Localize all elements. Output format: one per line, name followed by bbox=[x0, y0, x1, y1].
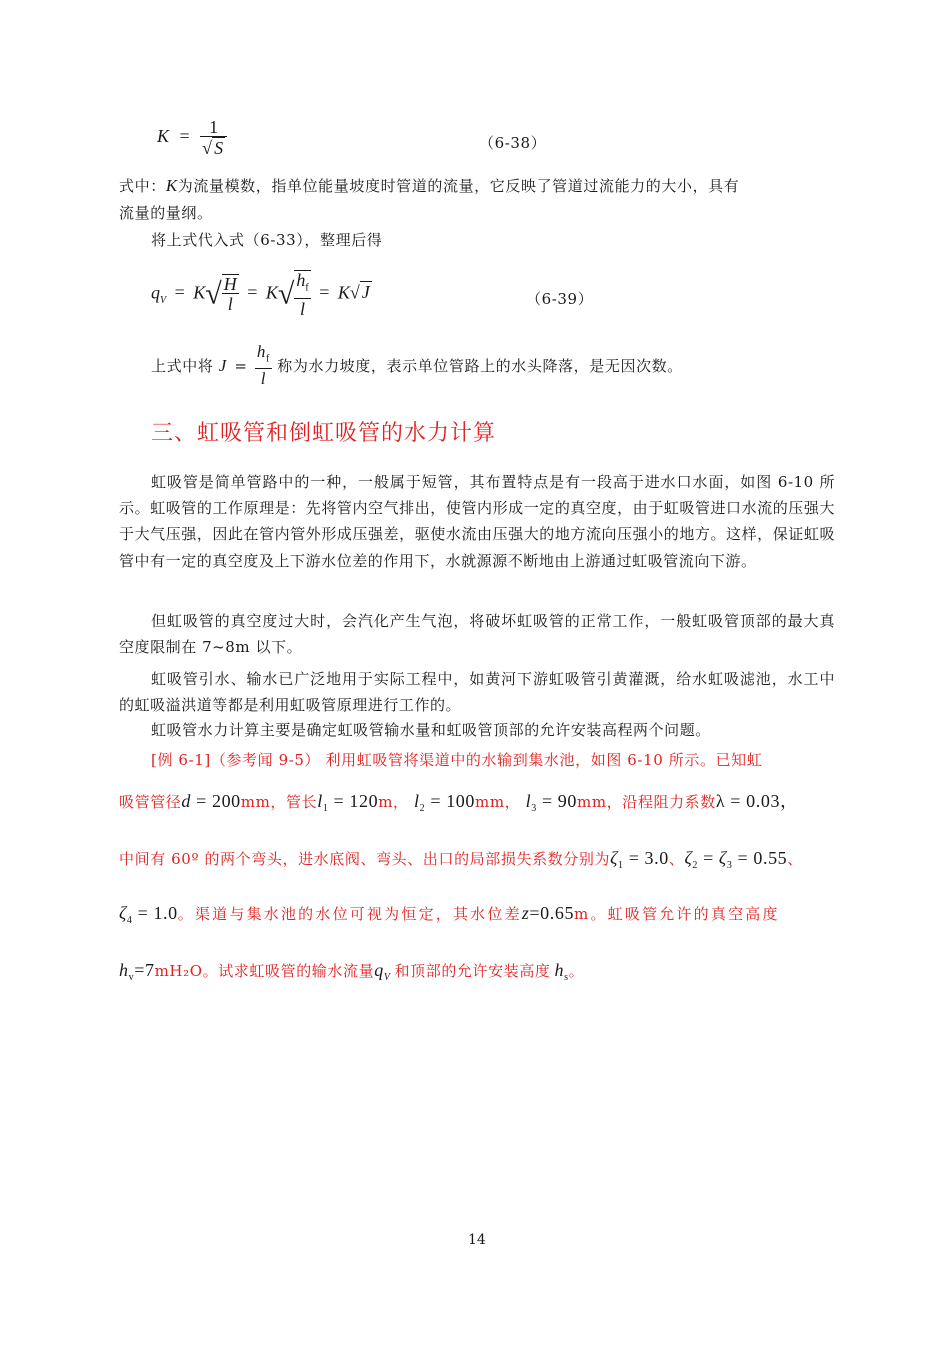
zeta2-eq: = bbox=[697, 848, 719, 868]
sqrt-sign-1: √ bbox=[205, 277, 222, 311]
loss-coefficient-text: 中间有 60º 的两个弯头，进水底阀、弯头、出口的局部损失系数分别为 bbox=[119, 850, 611, 868]
eq-sign: = bbox=[179, 126, 190, 147]
k-symbol-1: K bbox=[193, 282, 206, 303]
hv-unit-text: mH₂O。试求虹吸管的输水流量 bbox=[154, 962, 375, 980]
separator-2: 、 bbox=[787, 850, 803, 868]
eq-lhs: K bbox=[157, 126, 170, 147]
zeta4-symbol: ζ bbox=[119, 903, 127, 923]
q-symbol: q bbox=[151, 282, 160, 303]
eq-sign-1: = bbox=[174, 282, 185, 303]
d-symbol: d bbox=[181, 791, 192, 811]
eq-sign-2: = bbox=[247, 282, 258, 303]
definition-k-line1 bbox=[119, 173, 739, 199]
sqrt-sign: √ bbox=[202, 138, 213, 158]
equation-number-6-39: （6-39） bbox=[526, 290, 594, 308]
numerator: 1 bbox=[209, 117, 219, 137]
denominator bbox=[200, 136, 227, 158]
zeta1-value: = 3.0 bbox=[623, 848, 669, 868]
hs-symbol: h bbox=[554, 960, 565, 980]
hf-subscript: f bbox=[305, 282, 309, 294]
hf-symbol: h bbox=[256, 342, 266, 361]
l2-subscript: 2 bbox=[419, 803, 426, 814]
l3-symbol: l bbox=[525, 791, 532, 811]
hf-symbol: h bbox=[296, 270, 306, 290]
q-subscript: V bbox=[160, 295, 167, 307]
sqrt-sign-3: √ bbox=[349, 282, 360, 303]
prefix-text: 上式中将 bbox=[151, 357, 214, 376]
prefix-text: 式中： bbox=[119, 177, 166, 195]
definition-k-line2: 流量的量纲。 bbox=[119, 204, 213, 222]
qv-symbol: q bbox=[374, 960, 384, 980]
fraction-h-l bbox=[222, 274, 239, 314]
l1-subscript: 1 bbox=[322, 803, 329, 814]
l3-value: = 90 bbox=[536, 791, 578, 811]
l2-unit: mm， bbox=[475, 793, 521, 811]
definition-j bbox=[151, 343, 683, 389]
text-diameter: 吸管管径 bbox=[119, 793, 182, 811]
l3-subscript: 3 bbox=[531, 803, 537, 814]
zeta3-subscript: 3 bbox=[726, 860, 733, 871]
example-line-2 bbox=[119, 788, 799, 822]
zeta3-symbol: ζ bbox=[718, 848, 727, 868]
d-value: = 200 bbox=[191, 791, 241, 811]
h-numerator: H bbox=[223, 274, 237, 295]
zeta4-subscript: 4 bbox=[126, 915, 133, 926]
k-symbol-3: K bbox=[337, 282, 350, 303]
fraction-hf-l bbox=[255, 343, 272, 389]
zeta4-value: = 1.0 bbox=[132, 903, 178, 923]
z-symbol: z bbox=[521, 903, 530, 923]
paragraph-1: 虹吸管是简单管路中的一种，一般属于短管，其布置特点是有一段高于进水口水面，如图 6-10 所示。虹吸管的工作原理是：先将管内空气排出，使管内形成一定的真空度，由于虹吸管进口水流的压强大于大气压强，因此在管内管外形成压强差，驱使水流由压强大的地方流向压强小的地方。这样，保证虹吸管中有一定的真空度及上下游水位差的作用下，水就源源不断地由上游通过虹吸管流向下游。 bbox=[119, 473, 835, 570]
example-line-5 bbox=[119, 957, 584, 991]
radicand: S bbox=[214, 138, 224, 158]
k-symbol-2: K bbox=[265, 282, 278, 303]
equation-6-39 bbox=[151, 270, 372, 319]
l2-symbol: l bbox=[414, 791, 420, 811]
eq-sign: = bbox=[234, 357, 248, 376]
l1-value: = 120 bbox=[328, 791, 379, 811]
definition-text: 称为水力坡度，表示单位管路上的水头降落，是无因次数。 bbox=[277, 357, 683, 376]
eq-sign-3: = bbox=[319, 282, 330, 303]
zeta2-symbol: ζ bbox=[684, 848, 693, 868]
symbol-k: K bbox=[165, 176, 178, 195]
definition-text: 为流量模数，指单位能量坡度时管道的流量，它反映了管道过流能力的大小，具有 bbox=[177, 177, 740, 195]
z-unit: m。虹吸管允许的真空高度 bbox=[574, 905, 780, 923]
l3-unit: mm，沿程阻力系数 bbox=[577, 793, 716, 811]
j-symbol: J bbox=[218, 356, 227, 376]
fraction-hf-l bbox=[294, 270, 310, 319]
paragraph-4: 虹吸管水力计算主要是确定虹吸管输水量和虹吸管顶部的允许安装高程两个问题。 bbox=[151, 721, 711, 739]
hv-subscript: v bbox=[128, 972, 135, 983]
d-unit: mm，管长 bbox=[240, 793, 318, 811]
l1-unit: m， bbox=[378, 793, 409, 811]
example-line-4 bbox=[119, 900, 780, 934]
lambda-value: λ = 0.03， bbox=[715, 791, 799, 811]
l2-value: = 100 bbox=[425, 791, 476, 811]
section-title: 三、虹吸管和倒虹吸管的水力计算 bbox=[151, 421, 497, 446]
substitute-line: 将上式代入式（6-33），整理后得 bbox=[151, 231, 383, 249]
water-level-text: 。渠道与集水池的水位可视为恒定，其水位差 bbox=[177, 905, 522, 923]
z-value: =0.65 bbox=[529, 903, 575, 923]
l-denominator-2: l bbox=[294, 298, 310, 319]
l1-symbol: l bbox=[317, 791, 323, 811]
j-radicand: J bbox=[361, 282, 370, 303]
zeta1-subscript: 1 bbox=[617, 860, 624, 871]
zeta1-symbol: ζ bbox=[610, 848, 618, 868]
hv-symbol: h bbox=[119, 960, 129, 980]
hs-subscript: s bbox=[564, 972, 569, 983]
qv-subscript: V bbox=[383, 972, 391, 983]
l-denominator-1: l bbox=[222, 293, 239, 314]
page-number: 14 bbox=[468, 1232, 486, 1248]
fraction bbox=[200, 118, 227, 158]
equation-6-38 bbox=[157, 118, 227, 158]
paragraph-2: 但虹吸管的真空度过大时，会汽化产生气泡，将破坏虹吸管的正常工作，一般虹吸管顶部的最大真空度限制在 7~8m 以下。 bbox=[119, 612, 835, 657]
example-line-1: [例 6-1]（参考闻 9-5） 利用虹吸管将渠道中的水输到集水池，如图 6-10 所示。已知虹 bbox=[151, 751, 763, 769]
separator-1: 、 bbox=[668, 850, 685, 868]
zeta3-value: = 0.55 bbox=[732, 848, 788, 868]
height-text: 和顶部的允许安装高度 bbox=[394, 962, 551, 980]
zeta2-subscript: 2 bbox=[692, 860, 698, 871]
sqrt-sign-2: √ bbox=[277, 277, 295, 311]
end-punctuation: 。 bbox=[568, 962, 585, 980]
example-line-3 bbox=[119, 845, 803, 879]
hf-subscript: f bbox=[265, 353, 270, 365]
hv-value: =7 bbox=[134, 960, 155, 980]
equation-number-6-38: （6-38） bbox=[479, 134, 547, 152]
l-denominator: l bbox=[255, 368, 272, 389]
paragraph-3: 虹吸管引水、输水已广泛地用于实际工程中，如黄河下游虹吸管引黄灌溉，给水虹吸滤池，水工中的虹吸溢洪道等都是利用虹吸管原理进行工作的。 bbox=[119, 670, 835, 715]
